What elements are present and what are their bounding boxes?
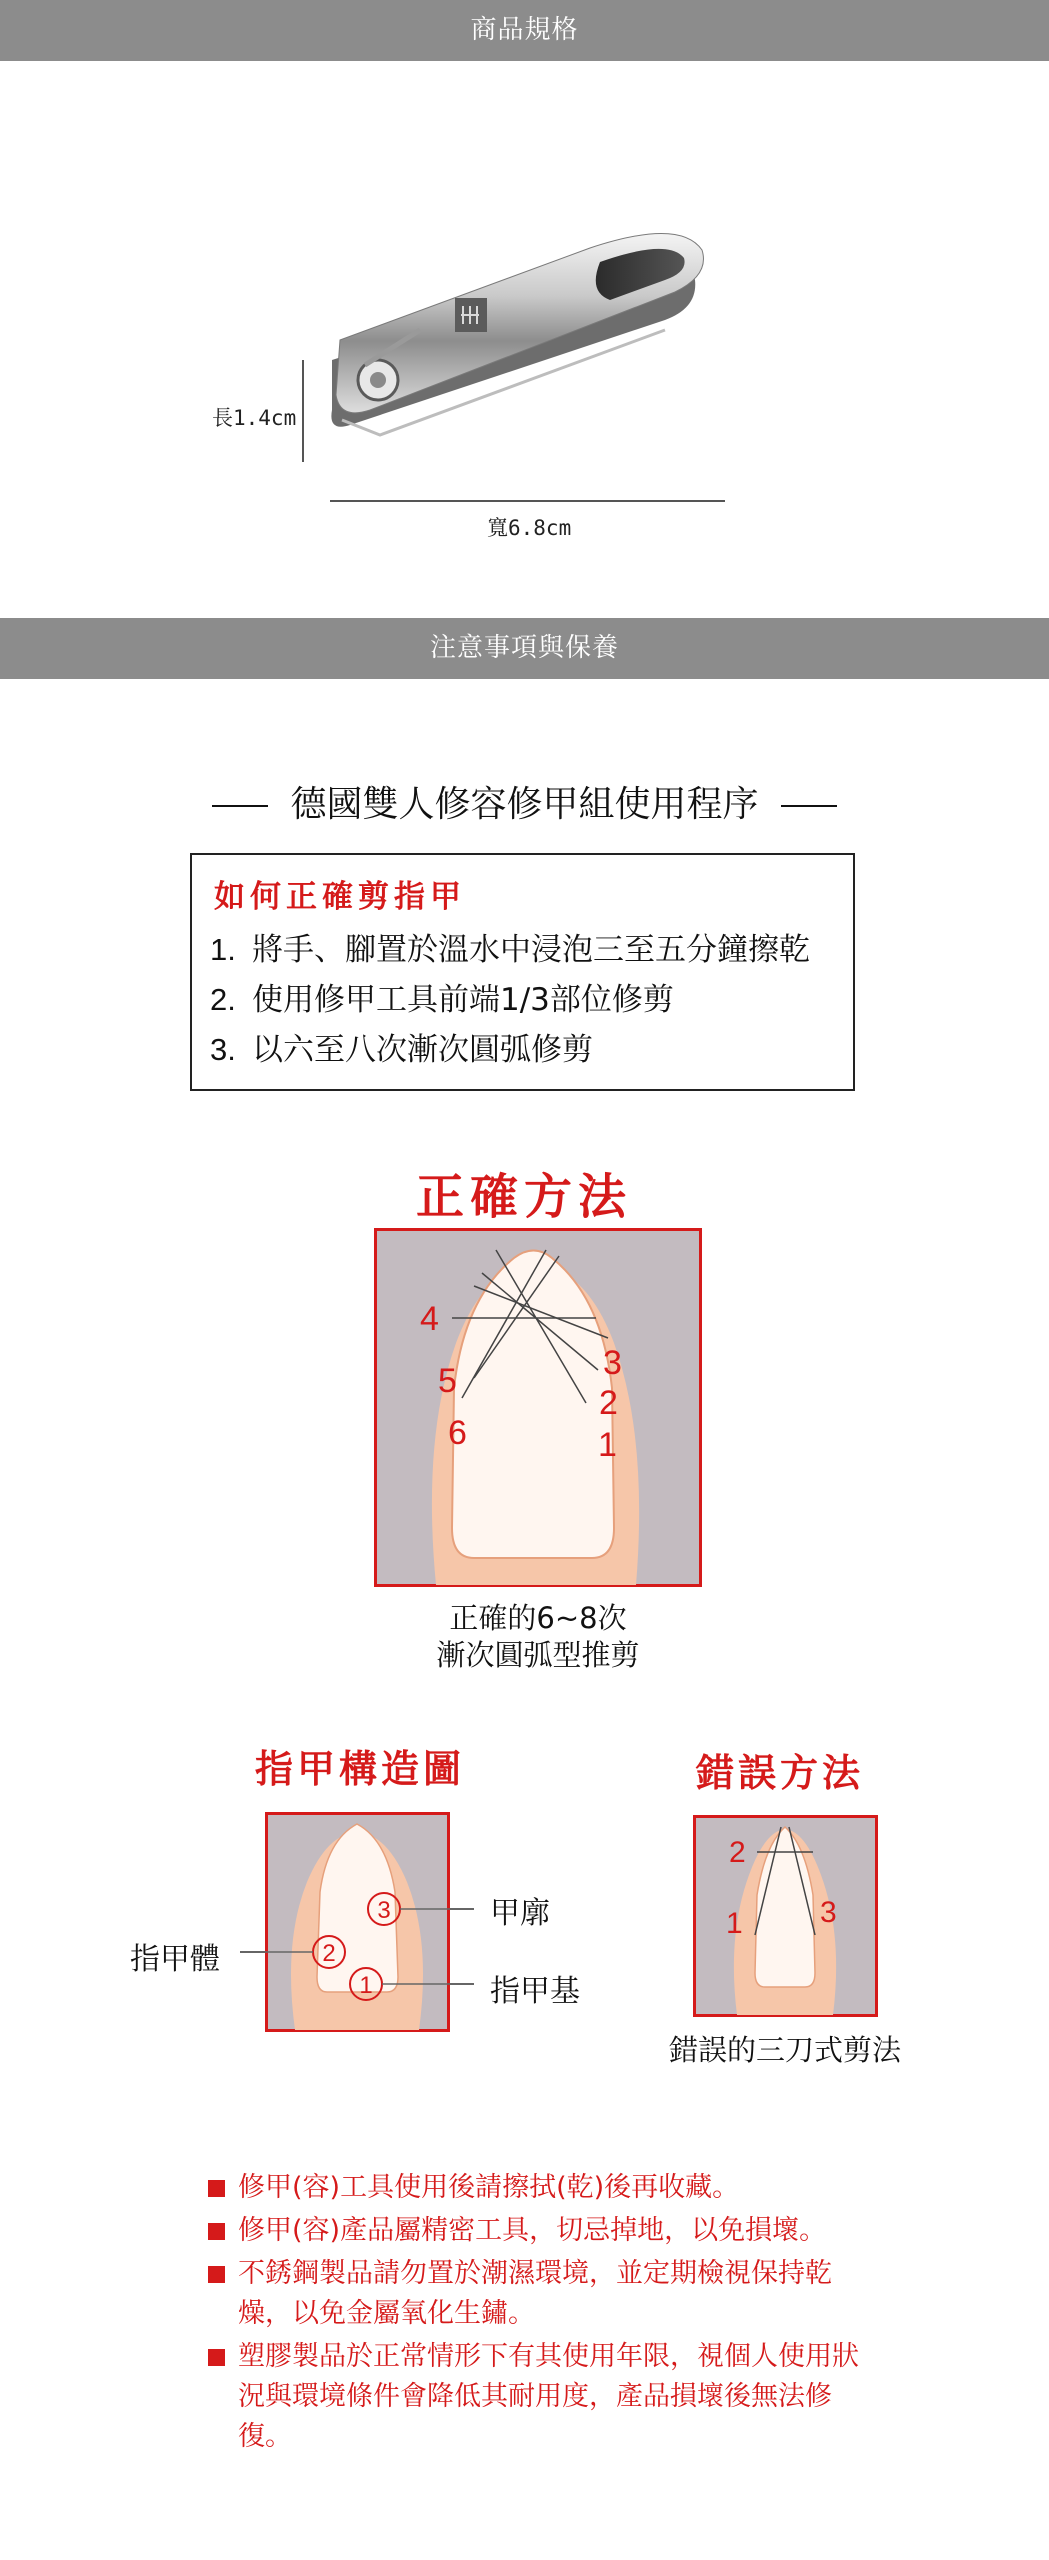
cut-number-4: 4 (420, 1300, 439, 1338)
title-rule-left (212, 805, 268, 807)
care-notes (208, 2168, 868, 2460)
wrong-number-3: 3 (820, 1896, 837, 1929)
care-note-text: 不銹鋼製品請勿置於潮濕環境，並定期檢視保持乾燥，以免金屬氧化生鏽。 (238, 2258, 832, 2329)
care-note-text: 修甲(容)產品屬精密工具，切忌掉地，以免損壞。 (238, 2215, 827, 2246)
step-item (210, 925, 810, 975)
section-header-specs: 商品規格 (0, 0, 1049, 61)
step-text: 以六至八次漸次圓弧修剪 (252, 1032, 593, 1068)
wrong-number-2: 2 (729, 1836, 746, 1869)
cut-number-3: 3 (603, 1344, 622, 1382)
care-note (208, 2337, 868, 2457)
care-note-text: 修甲(容)工具使用後請擦拭(乾)後再收藏。 (238, 2172, 740, 2203)
step-item (210, 1025, 810, 1075)
section-header-care: 注意事項與保養 (0, 618, 1049, 679)
procedure-title: 德國雙人修容修甲組使用程序 (290, 784, 759, 825)
nail-structure-diagram (265, 1812, 450, 2032)
procedure-title-row (0, 776, 1049, 827)
base-leader-line (450, 1983, 474, 1985)
wrong-method-diagram (693, 1815, 878, 2017)
wrong-method-title: 錯誤方法 (695, 1751, 864, 1795)
height-dimension-line (302, 360, 304, 462)
step-number: 2. (210, 982, 236, 1017)
correct-caption-line2: 漸次圓弧型推剪 (436, 1638, 640, 1672)
structure-number-1: 1 (359, 1972, 373, 1999)
care-note (208, 2254, 868, 2334)
step-item (210, 975, 810, 1025)
how-to-title: 如何正確剪指甲 (214, 879, 466, 915)
care-note-text: 塑膠製品於正常情形下有其使用年限，視個人使用狀況與環境條件會降低其耐用度，產品損壞後無法修復。 (238, 2341, 859, 2452)
label-nail-body: 指甲體 (130, 1942, 220, 1977)
width-label: 寬6.8cm (487, 516, 572, 540)
how-to-box (190, 853, 855, 1091)
bullet-square-icon (208, 2180, 225, 2197)
label-nail-wall: 甲廓 (490, 1896, 550, 1931)
wrong-number-1: 1 (726, 1907, 743, 1940)
bullet-square-icon (208, 2223, 225, 2240)
correct-caption-line1: 正確的6~8次 (449, 1601, 627, 1635)
zwilling-twin-logo-icon (461, 306, 479, 324)
correct-caption (374, 1600, 702, 1674)
cut-number-6: 6 (448, 1414, 467, 1452)
step-number: 1. (210, 932, 236, 967)
step-number: 3. (210, 1032, 236, 1067)
bullet-square-icon (208, 2349, 225, 2366)
structure-number-2: 2 (322, 1940, 336, 1967)
body-leader-line (240, 1951, 265, 1953)
correct-method-diagram (374, 1228, 702, 1587)
structure-number-3: 3 (377, 1897, 391, 1924)
label-nail-base: 指甲基 (490, 1974, 580, 2009)
title-rule-right (781, 805, 837, 807)
nail-clipper-image (270, 220, 740, 460)
care-note (208, 2211, 868, 2251)
width-dimension-line (330, 500, 725, 502)
step-text: 將手、腳置於溫水中浸泡三至五分鐘擦乾 (252, 932, 810, 968)
nail-structure-title: 指甲構造圖 (254, 1747, 465, 1791)
cut-number-2: 2 (599, 1384, 618, 1422)
bullet-square-icon (208, 2266, 225, 2283)
correct-method-title: 正確方法 (415, 1169, 632, 1225)
step-text: 使用修甲工具前端1/3部位修剪 (252, 982, 674, 1018)
cut-number-1: 1 (598, 1426, 617, 1464)
wrong-caption: 錯誤的三刀式剪法 (668, 2033, 901, 2067)
cut-number-5: 5 (438, 1362, 457, 1400)
wall-leader-line (450, 1908, 474, 1910)
care-note (208, 2168, 868, 2208)
steps-list (210, 925, 810, 1075)
length-label: 長1.4cm (212, 406, 297, 430)
